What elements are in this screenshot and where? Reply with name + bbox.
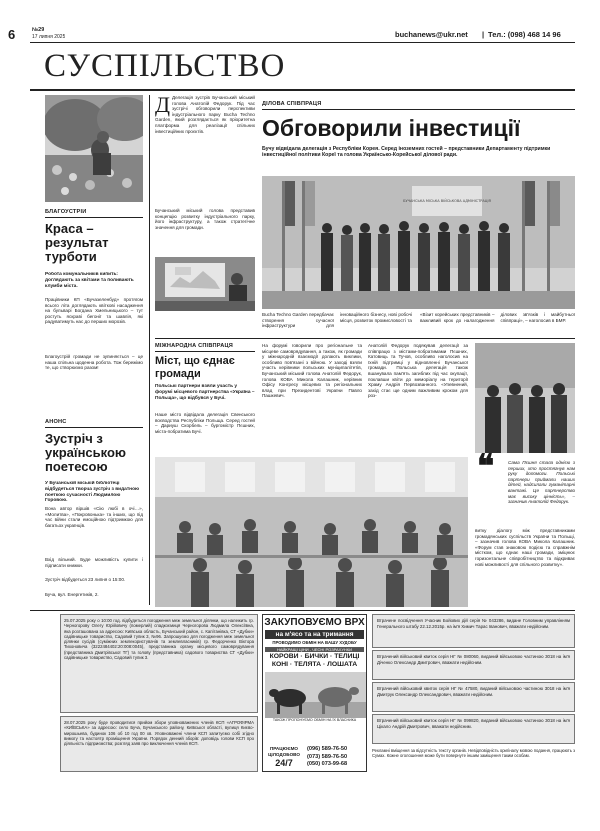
ad-phone-2[interactable]: (073) 589-76-50 bbox=[307, 753, 348, 760]
ad-footer-note: ТАКОЖ ПРОПОНУЄМО ОБМІН НА ЇХ ВЛАСНИКА bbox=[272, 717, 357, 722]
issue-date: 17 липня 2025 bbox=[32, 34, 66, 40]
lead-zustrich: У Бучанській міській бібліотеці відбудеться творча зустріч з видатною поеткою сучасності Людмилою Горовою. bbox=[45, 481, 140, 504]
delegation-photo bbox=[262, 176, 575, 309]
lost-1-text: Втрачене посвідчення Учасник Бойових дій серія № 043286, видане Головним управлінням Генерального штабу 22.12.2015р. на ім'я Химич Тарас Іванович, вважати недійсним. bbox=[377, 618, 570, 629]
notice-2-text: 28.07.2025 року буде проводитися прийом збори уповноважених членів КСП «АГРОФІРМА «КИЇВСЬКА» за адресою: село Буча, Бучанського району, Київської області, вулиця Києво-мирошьева, будинок 106 об 10 год 00 хв. Уповноважені члени КСП запитуємо собі згідно вимогу та настоятр проміщення України. Порядок денний зборів: доповідь голови КСП про діяльність підприємства; розгляд заяв про виключення членів КСП. bbox=[64, 720, 254, 747]
rubric-rule-2 bbox=[45, 427, 143, 428]
ad-animals-2: КОНІ · ТЕЛЯТА · ЛОШАТА bbox=[271, 661, 358, 668]
body-zustrich-2: Вхід вільний. Буде можливість купити і підписати книжки. bbox=[45, 557, 143, 568]
header-phone: Тел.: (098) 468 14 96 bbox=[488, 30, 561, 39]
article-2-col2: На форумі говорили про регіональне та місцеве самоврядування, а також, як громади у міжнародній взаємодії долають виклики, особливо пов'язані з війною. У заході взяли участь керівники польських муніципалітетів, Бучанський міський голова Анатолій Федорук, голова КОВА Микола Калашник, керівник Офісу Конгресу місцевих та регіональних влад при Президентові України Павло Пашкевич. bbox=[262, 343, 362, 399]
disclaimer-text: Рекламні вміщення за відсутність тексту органів. Невідповідність оригіналу мовою подання, працюють з Сумах. Кожне оголошення може бути повернуте іншим заміщення таким особам. bbox=[372, 748, 575, 759]
photo-sign-text: БУЧАНСЬКА МІСЬКА ВІЙСЬКОВА АДМІНІСТРАЦІЯ bbox=[403, 199, 491, 203]
ad-hours: 24/7 bbox=[275, 758, 293, 768]
address-zustrich: Буча, вул. Енергетиків, 2. bbox=[45, 592, 99, 597]
article-1-body-b: Bucha Techno Garden передбачає створення сучасної інфраструктури для інноваційного бізнесу, нові робочі місця, розвиток промисловості та bbox=[262, 312, 412, 329]
notice-box-2 bbox=[60, 716, 258, 772]
rubric-blagoustriy: БЛАГОУСТРІЙ bbox=[45, 209, 87, 215]
rubric-dilova: ДІЛОВА СПІВПРАЦЯ bbox=[262, 101, 322, 107]
lost-box-2 bbox=[372, 650, 575, 680]
article-2-quote: Сама Пєшня стала однією з перших, хто простягнув нам руку допомоги. Польські партнери приймали наших дітей, надсилали гуманітарні вантажі. Це партнерство має високу цінність», – зазначив Анатолій Федорук. bbox=[508, 460, 575, 505]
notice-box-1 bbox=[60, 614, 258, 713]
ad-line1: ПРОВОДИМО ОБМІН НА ВАШУ ХУДОБУ bbox=[272, 640, 357, 645]
header-divider: | bbox=[482, 30, 485, 39]
ad-title: ЗАКУПОВУЄМО ВРХ bbox=[264, 617, 365, 628]
lost-box-1 bbox=[372, 614, 575, 648]
lead-mist: Польські партнери взяли участь у форумі місцевого партнерства «Україна – Польща», що відбувся у Бучі. bbox=[155, 384, 255, 401]
header-email[interactable]: buchanews@ukr.net bbox=[395, 30, 468, 39]
notice-1-text: 25.07.2025 року о 10:00 год. відбудеться погодження меж земельної ділянки, що належить гр. Черногорову Олегу Юрійовичу (померлий) спадкоємиця Черногорова Людмила Олексіївна, яка розташована за адресою: Київська область, Бучанський район, с. Капітанівка, СТ «Дубки» садівницьке товариство, Садовий тупик 3, №96. Запрошуємо для погодження меж земельної ділянки сусідів (суміжних землекористувачів та землевласників) гр. Федорченко Віктора Тихоновича (3222484402:20:008:0045), представника органу місцевого самоврядування (представника Дмитрівської ТГ) та голову (представника) садового товариства СТ «Дубки» садівницьке товариство, Садовий тупик 3. bbox=[64, 618, 254, 661]
bottom-rule bbox=[30, 610, 575, 611]
rubric-rule-3 bbox=[262, 109, 575, 110]
cattle-ad bbox=[262, 614, 367, 772]
ad-cattle-image bbox=[265, 672, 364, 718]
section-title: СУСПІЛЬСТВО bbox=[44, 48, 286, 84]
ad-animals-1: КОРОВИ · БИЧКИ · ТЕЛИЦІ bbox=[269, 652, 360, 660]
article-2-col4: витку діалогу між представниками громадянських суспільств України та Польщі, – зазначив голова КОВА Микола Калашник. «Форум став знаковою подією та справжнім містком, що єднає наші громади, зміцнює горизонтальне співробітництво та відкриває нові можливості для спільного розвитку». bbox=[475, 528, 575, 567]
mid-rule bbox=[155, 338, 575, 339]
ad-line2: НАЙКРАЩІ ЦІНИ - ЧЕСНІ РОЗРАХУНКИ bbox=[265, 647, 364, 652]
techno-garden-photo bbox=[155, 257, 255, 311]
ad-work-label: ПРАЦЮЄМО ЦІЛОДОБОВО bbox=[268, 746, 300, 757]
rubric-anons: АНОНС bbox=[45, 419, 67, 425]
article-2-col3: Анатолій Федорук подякував делегації за співпрацю з містами-побратимами Пєшних, Катовиць та Тучов, особливо наголосив на їхній підтримці у відновленні Бучанської громади. Польська делегація також вшанувала пам'ять загиблих під час окупації, поклавши квіти до меморіалу на території Храму Андрія Первозванного. «Упевнений, захід стає ще одним важливим кроком для роз- bbox=[368, 343, 468, 399]
lead-investytsii: Бучу відвідала делегація з Республіки Корея. Серед іноземних гостей – представники Департаменту підтримки інвестиційної політики Кореї та голова Українсько-Корейської ділової ради. bbox=[262, 146, 551, 159]
title-rule bbox=[30, 89, 575, 91]
rubric-rule-1 bbox=[45, 217, 143, 218]
flowerbed-photo bbox=[45, 95, 143, 202]
dropcap-d: Д bbox=[155, 95, 171, 117]
article-1-intro: Д Делегація зустрів Бучанський міський голова Анатолій Федорук. Під час зустрічі обговорили перспективи індустріального парку Bucha Techno Garden, який розглядається як пріоритетна платформа для реалізації спільних інвестиційних проєктів. bbox=[155, 95, 255, 134]
article-1-body-a: Бучанський міський голова представив концепцію розвитку індустріального парку, його інфраструктуру, а також стратегічне значення для громади. bbox=[155, 208, 255, 230]
page-number: 6 bbox=[8, 27, 16, 42]
header-rule bbox=[30, 42, 575, 43]
ad-phone-3[interactable]: (050) 073-99-68 bbox=[307, 761, 348, 767]
left-col-rule bbox=[149, 95, 150, 605]
body-krasa-1: Працівники КП «Бучазеленбуд» протягом всього літа доглядають квіткові насадження на бульварі Богдана Хмельницького – тут ростуть яскраві бегонії та шавлія, які радуватимуть нас до перших морозів. bbox=[45, 297, 143, 325]
headline-zustrich: Зустріч з українською поетесою bbox=[45, 432, 127, 474]
rubric-rule-4 bbox=[155, 351, 255, 352]
rubric-mizhnarodna: МІЖНАРОДНА СПІВПРАЦЯ bbox=[155, 343, 233, 349]
body-zustrich-1: Вона автор віршів «Сію любі в очі…», «Молитва», «Покровонька» та інших, що під час війни стали емоційною підтримкою для багатьох українців. bbox=[45, 506, 143, 528]
lost-box-3 bbox=[372, 682, 575, 712]
lost-2-text: Втрачений військовий квиток серія НГ № 080060, виданий військовою частиною 3018 на ім'я Діченко Олександр Дмитрович, вважати недійсним. bbox=[377, 654, 570, 665]
quote-mark-icon: ❝ bbox=[477, 450, 495, 482]
headline-investytsii: Обговорили інвестиції bbox=[262, 115, 521, 141]
lost-3-text: Втрачений військовий квиток серія НГ № 47580, виданий військовою частиною 3018 на ім'я Дмитрук Олександр Олександрович, вважати недійсним. bbox=[377, 686, 570, 697]
issue-number: №29 bbox=[32, 27, 45, 33]
lead-krasa: Робота комунальників кипить: доглядають за квітами та поливають клумби міста. bbox=[45, 272, 134, 289]
body-zustrich-3: Зустріч відбудеться 23 липня о 15:00. bbox=[45, 577, 126, 582]
forum-leaders-photo bbox=[475, 343, 575, 453]
article-1-quote: «Візит корейських представників – важливий крок до налагодження ділових зв'язків і майбутньої співпраці», – наголосив в БМР. bbox=[420, 312, 575, 323]
headline-mist: Міст, що єднає громади bbox=[155, 355, 235, 380]
headline-krasa: Краса – результат турботи bbox=[45, 222, 109, 264]
body-krasa-2: Благоустрій громади не зупиняється – це наша спільна щоденна робота. Тож бережімо те, що створюємо разом! bbox=[45, 354, 143, 371]
forum-hall-photo bbox=[155, 457, 468, 607]
lost-box-4 bbox=[372, 714, 575, 744]
ad-subtitle: на м'ясо та на тримання bbox=[265, 630, 364, 639]
lost-4-text: Втрачений військовий квиток серія НГ № 099820, виданий військовою частиною 3018 на ім'я Цікало Андрій Дмитрович, вважати недійсним. bbox=[377, 718, 570, 729]
ad-phone-1[interactable]: (096) 589-76-50 bbox=[307, 746, 348, 752]
article-2-body-a: Наше місто відвідала делегація Свенського воєводства Республіки Польща. Серед гостей – Дариуш Скорбель – бургомістр Пєшних, міста-побратима Бучі. bbox=[155, 412, 255, 434]
